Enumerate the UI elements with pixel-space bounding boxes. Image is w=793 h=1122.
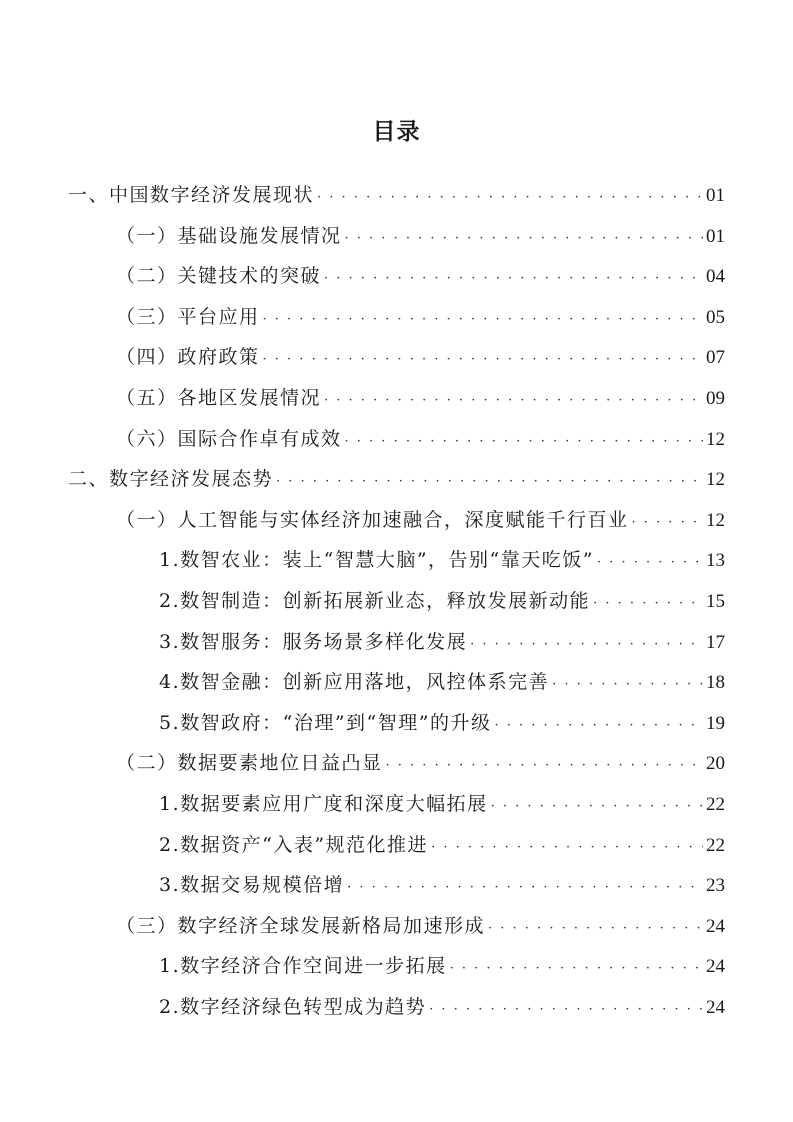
toc-entry-title: 3.数智服务：服务场景多样化发展 bbox=[159, 630, 468, 653]
toc-page-number: 01 bbox=[706, 185, 725, 206]
toc-entry[interactable] bbox=[116, 506, 725, 534]
toc-entry[interactable] bbox=[159, 993, 725, 1021]
toc-entry[interactable] bbox=[116, 912, 725, 940]
toc-entry-title: （一）人工智能与实体经济加速融合，深度赋能千行百业 bbox=[116, 508, 629, 531]
toc-entry-title: （五）各地区发展情况 bbox=[116, 387, 322, 409]
toc-page-number: 12 bbox=[706, 428, 725, 450]
toc-page-number: 24 bbox=[706, 956, 725, 978]
toc-entry-title: （三）数字经济全球发展新格局加速形成 bbox=[116, 914, 486, 937]
toc-entry-title: （一）基础设施发展情况 bbox=[116, 224, 342, 247]
toc-entry-title: 2.数字经济绿色转型成为趋势 bbox=[159, 996, 427, 1018]
toc-entry[interactable] bbox=[116, 222, 725, 250]
toc-page-number: 22 bbox=[706, 794, 725, 815]
toc-entry-title: （二）关键技术的突破 bbox=[116, 265, 322, 288]
toc-page-number: 18 bbox=[706, 672, 725, 694]
toc-dot-leader bbox=[324, 265, 703, 293]
toc-dot-leader bbox=[632, 509, 703, 537]
toc-entry[interactable] bbox=[116, 303, 725, 331]
toc-page-number: 13 bbox=[706, 550, 725, 572]
toc-entry[interactable] bbox=[159, 831, 725, 859]
toc-entry[interactable] bbox=[159, 709, 725, 737]
toc-entry[interactable] bbox=[116, 343, 725, 371]
toc-entry[interactable] bbox=[68, 181, 725, 209]
toc-dot-leader bbox=[597, 549, 703, 577]
toc-dot-leader bbox=[317, 184, 703, 212]
toc-dot-leader bbox=[488, 915, 703, 943]
toc-entry-title: 4.数智金融：创新应用落地，风控体系完善 bbox=[159, 671, 550, 694]
toc-entry[interactable] bbox=[159, 668, 725, 696]
toc-dot-leader bbox=[491, 793, 703, 821]
toc-entry[interactable] bbox=[159, 546, 725, 574]
toc-entry[interactable] bbox=[159, 790, 725, 818]
toc-page-number: 04 bbox=[706, 266, 725, 288]
toc-entry[interactable] bbox=[68, 465, 725, 493]
toc-entry-title: 2.数智制造：创新拓展新业态，释放发展新动能 bbox=[159, 590, 591, 612]
toc-dot-leader bbox=[494, 712, 703, 740]
toc-page-number: 01 bbox=[706, 225, 725, 247]
page-title: 目录 bbox=[372, 119, 421, 146]
toc-entry[interactable] bbox=[159, 628, 725, 656]
toc-dot-leader bbox=[593, 590, 703, 618]
toc-dot-leader bbox=[345, 428, 703, 456]
toc-entry-title: 一、中国数字经济发展现状 bbox=[68, 184, 315, 206]
toc-entry-title: （四）政府政策 bbox=[116, 346, 260, 369]
toc-entry[interactable] bbox=[116, 384, 725, 412]
toc-dot-leader bbox=[263, 306, 703, 334]
toc-page-number: 24 bbox=[706, 997, 725, 1018]
toc-page-number: 12 bbox=[706, 469, 725, 491]
toc-entry-title: （三）平台应用 bbox=[116, 305, 260, 328]
toc-page-number: 20 bbox=[706, 753, 725, 775]
toc-entry[interactable] bbox=[116, 262, 725, 290]
toc-dot-leader bbox=[263, 346, 703, 374]
toc-entry[interactable] bbox=[159, 952, 725, 980]
toc-entry[interactable] bbox=[159, 587, 725, 615]
toc-dot-leader bbox=[429, 996, 703, 1024]
toc-entry-title: 2.数据资产“入表”规范化推进 bbox=[159, 833, 429, 856]
toc-dot-leader bbox=[324, 387, 703, 415]
toc-entry-title: 1.数智农业：装上“智慧大脑”，告别“靠天吃饭” bbox=[159, 549, 594, 572]
toc-page-number: 17 bbox=[706, 631, 725, 653]
toc-entry-title: 3.数据交易规模倍增 bbox=[159, 874, 345, 897]
toc-page-number: 22 bbox=[706, 834, 725, 856]
toc-page-number: 24 bbox=[706, 915, 725, 937]
toc-dot-leader bbox=[470, 631, 703, 659]
toc-page-number: 15 bbox=[706, 591, 725, 612]
toc-dot-leader bbox=[345, 225, 703, 253]
toc-page-number: 09 bbox=[706, 388, 725, 409]
toc-dot-leader bbox=[386, 752, 703, 780]
toc-entry-title: 二、数字经济发展态势 bbox=[68, 468, 274, 491]
toc-entry-title: 1.数据要素应用广度和深度大幅拓展 bbox=[159, 793, 488, 815]
toc-entry[interactable] bbox=[116, 425, 725, 453]
toc-dot-leader bbox=[347, 874, 703, 902]
toc-entry-title: 1.数字经济合作空间进一步拓展 bbox=[159, 955, 447, 978]
toc-page-number: 23 bbox=[706, 875, 725, 897]
toc-page-number: 12 bbox=[706, 509, 725, 531]
toc-page-number: 05 bbox=[706, 306, 725, 328]
toc-entry-title: 5.数智政府：“治理”到“智理”的升级 bbox=[159, 711, 492, 734]
toc-page-number: 19 bbox=[706, 712, 725, 734]
toc-dot-leader bbox=[431, 834, 703, 862]
toc-dot-leader bbox=[276, 468, 703, 496]
toc-page-number: 07 bbox=[706, 347, 725, 369]
toc-entry-title: （二）数据要素地位日益凸显 bbox=[116, 752, 383, 775]
toc-entry-title: （六）国际合作卓有成效 bbox=[116, 427, 342, 450]
toc-entry[interactable] bbox=[116, 749, 725, 777]
toc-entry[interactable] bbox=[159, 871, 725, 899]
toc-dot-leader bbox=[552, 671, 703, 699]
toc-dot-leader bbox=[450, 955, 703, 983]
